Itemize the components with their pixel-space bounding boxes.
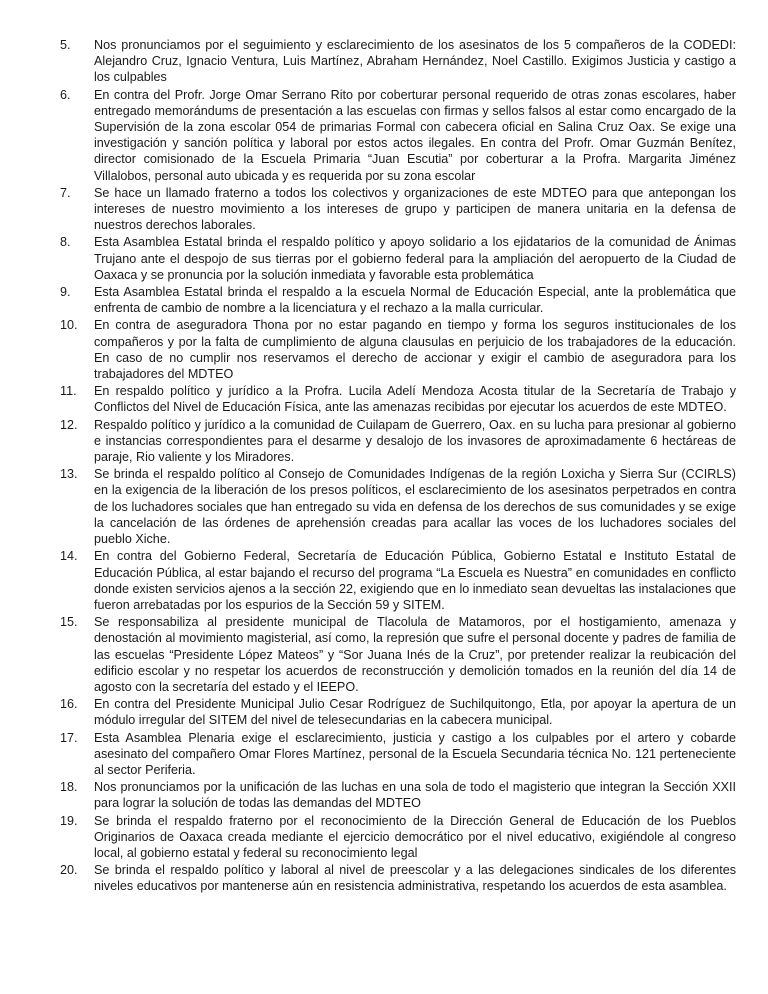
item-text: Esta Asamblea Plenaria exige el esclarecimiento, justicia y castigo a los culpables por el artero y cobarde asesinato del compañero Omar Flores Martínez, personal de la Escuela Secundaria técnica No. 121 perteneciente al sector Periferia. [94, 730, 736, 777]
item-number: 18. [60, 780, 78, 795]
item-text: Respaldo político y jurídico a la comunidad de Cuilapam de Guerrero, Oax. en su lucha para presionar al gobierno e instancias correspondientes para el desarme y desalojo de los invasores de aproximadamente 6 hectáreas de paraje, Rio valiente y los Miradores. [94, 417, 736, 465]
item-number: 11. [60, 384, 77, 399]
item-text: Se responsabiliza al presidente municipal de Tlacolula de Matamoros, por el hostigamiento, amenaza y denostación al movimiento magisterial, así como, la represión que sufre el personal docente y padres de familia de las escuelas “Presidente López Mateos” y “Sor Juana Inés de la Cruz”, por pretender realizar la reubicación del edificio escolar y no respetar los acuerdos de reconstrucción y demolición tomados en la reunión del día 14 de agosto con la secretaría del estado y el IEEPO. [94, 615, 736, 694]
item-text: En contra del Profr. Jorge Omar Serrano Rito por coberturar personal requerido de otras zonas escolares, haber entregado memorándums de presentación a las escuelas con firmas y sellos falsos al estar como encargado de la Supervisión de la zona escolar 054 de primarias Formal con cabecera oficial en Salina Cruz Oax. Se exige una investigación y sanción política y laboral por estos actos ilegales. En contra del Profr. Omar Guzmán Benítez, director comisionado de la Escuela Primaria “Juan Escutia” por coberturar a la Profra. Margarita Jiménez Villalobos, personal auto ubicada y es requerida por su zona escolar [94, 87, 736, 183]
list-item [60, 37, 736, 86]
list-item [60, 383, 736, 415]
item-number: 8. [60, 235, 71, 250]
item-text: Se brinda el respaldo fraterno por el reconocimiento de la Dirección General de Educación de los Pueblos Originarios de Oaxaca creada mediante el ejercicio democrático por el nivel educativo, exigiéndole al congreso local, al gobierno estatal y federal su reconocimiento legal [94, 813, 736, 860]
item-text: En contra del Presidente Municipal Julio Cesar Rodríguez de Suchilquitongo, Etla, por apoyar la apertura de un módulo irregular del SITEM del nivel de telesecundarias en la cabecera municipal. [94, 697, 736, 728]
item-text: Esta Asamblea Estatal brinda el respaldo a la escuela Normal de Educación Especial, ante la problemática que enfrenta de cambio de nombre a la licenciatura y el rechazo a la malla curricular. [94, 285, 736, 316]
list-item [60, 696, 736, 728]
resolutions-list [60, 37, 736, 896]
item-number: 17. [60, 730, 78, 745]
list-item [60, 614, 736, 695]
item-number: 12. [60, 417, 78, 432]
item-text: Nos pronunciamos por la unificación de las luchas en una sola de todo el magisterio que integran la Sección XXII para lograr la solución de todas las demandas del MDTEO [94, 780, 736, 811]
item-number: 10. [60, 318, 78, 333]
item-text: Se brinda el respaldo político al Consejo de Comunidades Indígenas de la región Loxicha y Sierra Sur (CCIRLS) en la exigencia de la liberación de los presos políticos, el esclarecimiento de los asesinatos perpetrados en contra de los luchadores sociales que han entregado su vida en defensa de los derechos de sus comunidades y se exige la cancelación de las órdenes de aprehensión creadas para acallar las voces de los luchadores sociales del pueblo Xiche. [94, 467, 736, 547]
item-number: 9. [60, 285, 71, 300]
item-number: 14. [60, 549, 78, 564]
item-text: Nos pronunciamos por el seguimiento y esclarecimiento de los asesinatos de los 5 compañeros de la CODEDI: Alejandro Cruz, Ignacio Ventura, Luis Martínez, Abraham Hernández, Noel Castillo. Exigimos Justicia y castigo a los culpables [94, 38, 736, 85]
item-text: En respaldo político y jurídico a la Profra. Lucila Adelí Mendoza Acosta titular de la Secretaría de Trabajo y Conflictos del Nivel de Educación Física, ante las amenazas recibidas por ejecutar los acuerdos de este MDTEO. [94, 384, 736, 415]
list-item [60, 284, 736, 316]
list-item [60, 234, 736, 283]
list-item [60, 779, 736, 811]
list-item [60, 548, 736, 613]
item-text: En contra de aseguradora Thona por no estar pagando en tiempo y forma los seguros institucionales de los compañeros y por la falta de cumplimiento de alguna clausulas en perjuicio de los trabajadores de la educación. En caso de no cumplir nos reservamos el derecho de accionar y exigir el cambio de aseguradora para los trabajadores del MDTEO [94, 318, 736, 382]
list-item [60, 862, 736, 894]
list-item [60, 185, 736, 234]
item-text: Se brinda el respaldo político y laboral al nivel de preescolar y a las delegaciones sindicales de los diferentes niveles educativos por mantenerse aún en resistencia administrativa, respetando los acuerdos de esta asamblea. [94, 863, 736, 894]
item-number: 13. [60, 467, 78, 482]
list-item [60, 317, 736, 382]
item-text: En contra del Gobierno Federal, Secretaría de Educación Pública, Gobierno Estatal e Instituto Estatal de Educación Pública, al estar bajando el recurso del programa “La Escuela es Nuestra” en comunidades en conflicto donde existen servicios ajenos a la sección 22, exigiendo que en lo inmediato sean devueltas las instalaciones que fueron arrebatadas por los espurios de la Sección 59 y SITEM. [94, 549, 736, 612]
item-number: 15. [60, 615, 78, 630]
item-text: Se hace un llamado fraterno a todos los colectivos y organizaciones de este MDTEO para que antepongan los intereses de nuestro movimiento a los intereses de grupo y participen de manera unitaria en la defensa de nuestros derechos laborales. [94, 185, 736, 233]
item-number: 16. [60, 697, 78, 712]
item-number: 20. [60, 863, 78, 878]
list-item [60, 417, 736, 466]
item-number: 5. [60, 38, 71, 52]
item-number: 7. [60, 185, 71, 200]
list-item [60, 813, 736, 862]
list-item [60, 730, 736, 779]
item-text: Esta Asamblea Estatal brinda el respaldo político y apoyo solidario a los ejidatarios de la comunidad de Ánimas Trujano ante el despojo de sus tierras por el gobierno federal para la ampliación del aeropuerto de la Ciudad de Oaxaca y se pronuncia por la solución inmediata y favorable esta problemática [94, 235, 736, 282]
item-number: 6. [60, 87, 71, 102]
item-number: 19. [60, 813, 78, 828]
list-item [60, 466, 736, 547]
list-item [60, 87, 736, 184]
